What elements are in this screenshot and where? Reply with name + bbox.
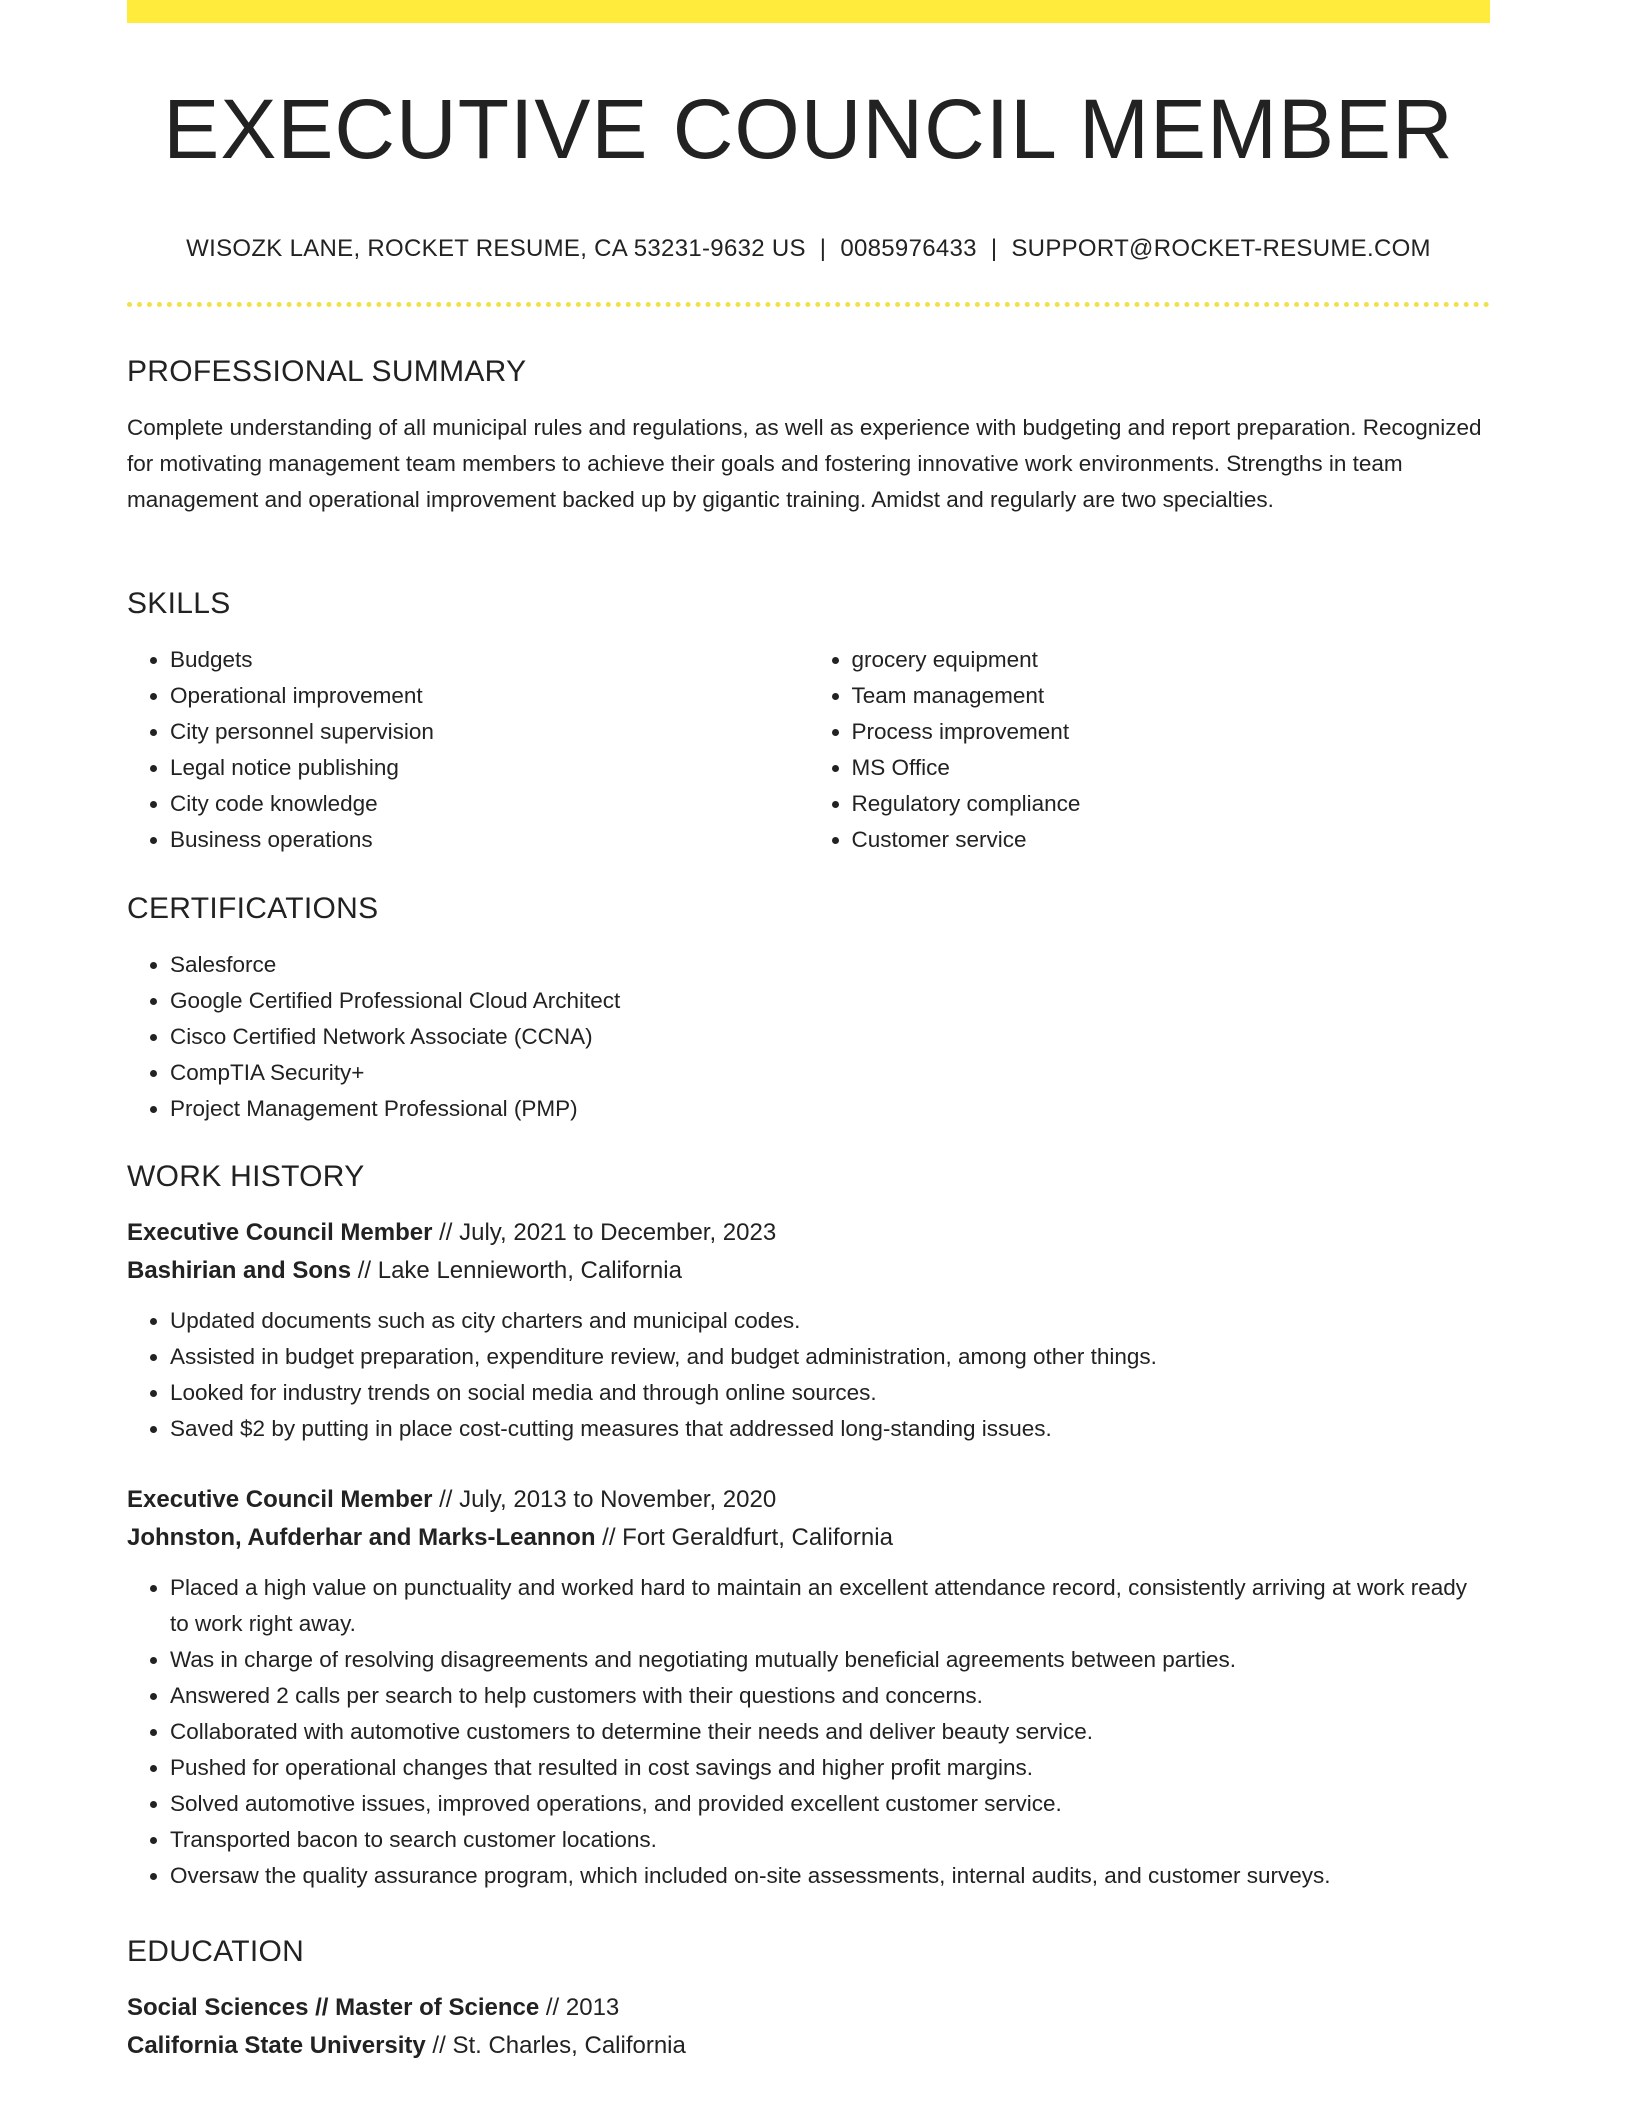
- certifications-section: [127, 892, 1490, 1127]
- list-item: • Pushed for operational changes that resulted in cost savings and higher profit margins.: [170, 1750, 1490, 1786]
- list-item: • MS Office: [852, 750, 1491, 786]
- skills-section: [127, 587, 1490, 858]
- list-item: • CompTIA Security+: [170, 1055, 1490, 1091]
- list-item: • Updated documents such as city charters and municipal codes.: [170, 1303, 1490, 1339]
- contact-separator: |: [819, 235, 827, 263]
- header-divider: [127, 302, 1490, 307]
- list-item: • City personnel supervision: [170, 714, 809, 750]
- job-title-line: [127, 1481, 1490, 1519]
- summary-section: [127, 355, 1490, 518]
- section-title-summary: PROFESSIONAL SUMMARY: [127, 355, 527, 388]
- list-item: • Transported bacon to search customer locations.: [170, 1822, 1490, 1858]
- list-item: • Operational improvement: [170, 678, 809, 714]
- job-company: Bashirian and Sons: [127, 1257, 352, 1284]
- education-school-line: [127, 2027, 1490, 2065]
- section-title-certifications: CERTIFICATIONS: [127, 892, 379, 925]
- job-bullets: [127, 1570, 1490, 1894]
- job-company-line: [127, 1252, 1490, 1290]
- job-role: Executive Council Member: [127, 1219, 433, 1246]
- list-item: • Cisco Certified Network Associate (CCNA): [170, 1019, 1490, 1055]
- list-item: • Project Management Professional (PMP): [170, 1091, 1490, 1127]
- list-item: • Saved $2 by putting in place cost-cutting measures that addressed long-standing issues.: [170, 1411, 1490, 1447]
- job-title-line: [127, 1214, 1490, 1252]
- list-item: • Looked for industry trends on social media and through online sources.: [170, 1375, 1490, 1411]
- contact-address: WISOZK LANE, ROCKET RESUME, CA 53231-9632 US: [186, 235, 806, 263]
- page-title: EXECUTIVE COUNCIL MEMBER: [163, 82, 1454, 176]
- list-item: • Assisted in budget preparation, expenditure review, and budget administration, among other things.: [170, 1339, 1490, 1375]
- list-item: • Solved automotive issues, improved operations, and provided excellent customer service.: [170, 1786, 1490, 1822]
- education-entry: [127, 1989, 1490, 2065]
- list-item: • Collaborated with automotive customers to determine their needs and deliver beauty service.: [170, 1714, 1490, 1750]
- education-section: [127, 1935, 1490, 2065]
- job-dates: // July, 2021 to December, 2023: [432, 1219, 777, 1246]
- certifications-list: [127, 947, 1490, 1127]
- list-item: • Salesforce: [170, 947, 1490, 983]
- list-item: • Business operations: [170, 822, 809, 858]
- list-item: • Google Certified Professional Cloud Architect: [170, 983, 1490, 1019]
- list-item: • Placed a high value on punctuality and worked hard to maintain an excellent attendance record, consistently arriving at work ready to work right away.: [170, 1570, 1490, 1642]
- section-title-education: EDUCATION: [127, 1935, 305, 1968]
- job-entry: [127, 1481, 1490, 1894]
- skills-columns: [127, 642, 1490, 858]
- skills-list-left: [127, 642, 809, 858]
- resume-page: [127, 0, 1490, 2059]
- contact-line: [127, 235, 1490, 263]
- education-degree-line: [127, 1989, 1490, 2027]
- list-item: • grocery equipment: [852, 642, 1491, 678]
- section-title-work-history: WORK HISTORY: [127, 1160, 365, 1193]
- job-location: // Lake Lennieworth, California: [351, 1257, 682, 1284]
- job-location: // Fort Geraldfurt, California: [595, 1524, 893, 1551]
- job-role: Executive Council Member: [127, 1486, 433, 1513]
- job-dates: // July, 2013 to November, 2020: [432, 1486, 777, 1513]
- list-item: • Customer service: [852, 822, 1491, 858]
- list-item: • Regulatory compliance: [852, 786, 1491, 822]
- work-history-section: [127, 1160, 1490, 1894]
- skills-list-right: [809, 642, 1491, 858]
- accent-top-bar: [127, 0, 1490, 23]
- education-school: California State University: [127, 2032, 426, 2059]
- job-company: Johnston, Aufderhar and Marks-Leannon: [127, 1524, 596, 1551]
- education-location: // St. Charles, California: [425, 2032, 686, 2059]
- contact-email: SUPPORT@ROCKET-RESUME.COM: [1011, 235, 1431, 263]
- education-year: // 2013: [539, 1994, 620, 2021]
- list-item: • Oversaw the quality assurance program, which included on-site assessments, internal audits, and customer surveys.: [170, 1858, 1490, 1894]
- list-item: • Answered 2 calls per search to help customers with their questions and concerns.: [170, 1678, 1490, 1714]
- job-company-line: [127, 1519, 1490, 1557]
- job-entry: [127, 1214, 1490, 1447]
- education-degree: Social Sciences // Master of Science: [127, 1994, 540, 2021]
- list-item: • Was in charge of resolving disagreements and negotiating mutually beneficial agreements between parties.: [170, 1642, 1490, 1678]
- contact-separator: |: [990, 235, 998, 263]
- summary-text: Complete understanding of all municipal rules and regulations, as well as experience with budgeting and report preparation. Recognized for motivating management team members to achieve their goals and fostering innovative work environments. Strengths in team management and operational improvement backed up by gigantic training. Amidst and regularly are two specialties.: [127, 415, 1482, 512]
- list-item: • Process improvement: [852, 714, 1491, 750]
- list-item: • Team management: [852, 678, 1491, 714]
- job-bullets: [127, 1303, 1490, 1447]
- contact-phone: 0085976433: [840, 235, 977, 263]
- list-item: • Legal notice publishing: [170, 750, 809, 786]
- list-item: • Budgets: [170, 642, 809, 678]
- list-item: • City code knowledge: [170, 786, 809, 822]
- section-title-skills: SKILLS: [127, 587, 231, 620]
